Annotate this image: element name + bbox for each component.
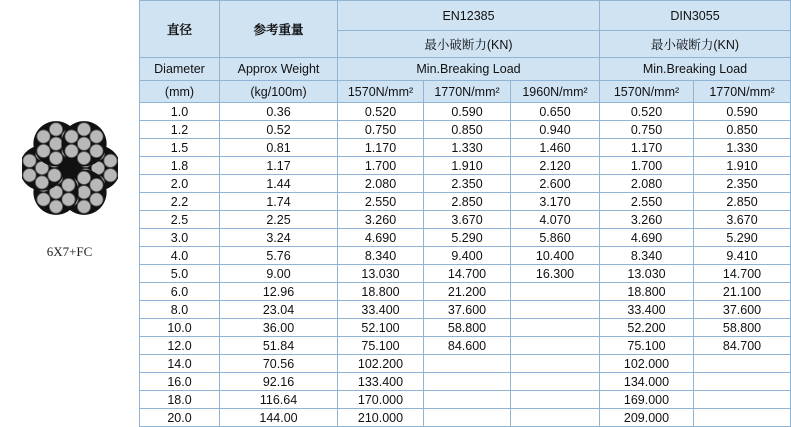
table-row (140, 283, 791, 301)
diameter-cell: 1.8 (140, 157, 220, 175)
en-1570-cell: 170.000 (338, 391, 424, 409)
table-row (140, 157, 791, 175)
din-1570-cell: 169.000 (600, 391, 694, 409)
table-row (140, 373, 791, 391)
en-1960-cell: 5.860 (511, 229, 600, 247)
wire (90, 144, 103, 157)
en-1770-cell: 0.590 (424, 103, 511, 121)
en-1960-cell (511, 355, 600, 373)
weight-cell: 5.76 (220, 247, 338, 265)
en-1770-cell: 2.850 (424, 193, 511, 211)
en-1570-cell: 33.400 (338, 301, 424, 319)
wire (23, 169, 36, 182)
diameter-cell: 3.0 (140, 229, 220, 247)
en-1770-cell (424, 373, 511, 391)
weight-cell: 3.24 (220, 229, 338, 247)
en-1570-cell: 1.700 (338, 157, 424, 175)
table-row (140, 301, 791, 319)
din-1770-cell (694, 391, 791, 409)
en-1570-cell: 102.200 (338, 355, 424, 373)
wire (62, 178, 75, 191)
en-1570-cell: 75.100 (338, 337, 424, 355)
din-1570-cell: 209.000 (600, 409, 694, 427)
weight-cell: 70.56 (220, 355, 338, 373)
diameter-cell: 1.2 (140, 121, 220, 139)
en-1570-cell: 2.080 (338, 175, 424, 193)
diameter-cell: 2.5 (140, 211, 220, 229)
grade-1770-en: 1770N/mm² (424, 81, 511, 103)
din-1770-cell: 9.410 (694, 247, 791, 265)
wire (37, 130, 50, 143)
din-1770-cell: 1.330 (694, 139, 791, 157)
en-1960-cell (511, 391, 600, 409)
en-1570-cell: 4.690 (338, 229, 424, 247)
spec-table-body (140, 103, 791, 427)
wire (49, 152, 62, 165)
rope-cross-section-image (22, 120, 118, 216)
en-1770-cell: 3.670 (424, 211, 511, 229)
wire (77, 171, 90, 184)
weight-cell: 144.00 (220, 409, 338, 427)
din-1570-cell: 3.260 (600, 211, 694, 229)
en-1770-cell: 9.400 (424, 247, 511, 265)
breaking-load-header-1: Min.Breaking Load (338, 58, 600, 81)
en-1960-cell (511, 373, 600, 391)
table-row (140, 193, 791, 211)
wire (104, 169, 117, 182)
en-1570-cell: 13.030 (338, 265, 424, 283)
weight-unit: (kg/100m) (220, 81, 338, 103)
din-1770-cell: 14.700 (694, 265, 791, 283)
table-row (140, 175, 791, 193)
wire (49, 123, 62, 136)
table-row (140, 211, 791, 229)
diameter-cell: 12.0 (140, 337, 220, 355)
din-1570-cell: 18.800 (600, 283, 694, 301)
wire (77, 123, 90, 136)
din-1570-cell: 1.170 (600, 139, 694, 157)
en-1960-cell: 2.600 (511, 175, 600, 193)
diameter-cell: 20.0 (140, 409, 220, 427)
en-1960-cell: 16.300 (511, 265, 600, 283)
en-1770-cell (424, 409, 511, 427)
en-1960-cell (511, 319, 600, 337)
din-1770-cell: 84.700 (694, 337, 791, 355)
en-1960-cell: 10.400 (511, 247, 600, 265)
en-1570-cell: 210.000 (338, 409, 424, 427)
din-1570-cell: 52.200 (600, 319, 694, 337)
din-1570-cell: 2.550 (600, 193, 694, 211)
table-row (140, 409, 791, 427)
en-1570-cell: 0.520 (338, 103, 424, 121)
din-1770-cell (694, 355, 791, 373)
diameter-header-cn: 直径 (140, 1, 220, 58)
wire (104, 154, 117, 167)
table-row (140, 139, 791, 157)
din-1770-cell: 2.350 (694, 175, 791, 193)
diameter-cell: 8.0 (140, 301, 220, 319)
diameter-cell: 1.0 (140, 103, 220, 121)
diameter-cell: 2.0 (140, 175, 220, 193)
diameter-cell: 4.0 (140, 247, 220, 265)
wire (37, 193, 50, 206)
en-1570-cell: 2.550 (338, 193, 424, 211)
din-1770-cell: 5.290 (694, 229, 791, 247)
en-1960-cell: 1.460 (511, 139, 600, 157)
diameter-header-en: Diameter (140, 58, 220, 81)
en-1960-cell (511, 283, 600, 301)
din-1570-cell: 4.690 (600, 229, 694, 247)
grade-1770-din: 1770N/mm² (694, 81, 791, 103)
weight-cell: 116.64 (220, 391, 338, 409)
weight-cell: 0.81 (220, 139, 338, 157)
weight-cell: 1.17 (220, 157, 338, 175)
table-row (140, 337, 791, 355)
diameter-cell: 18.0 (140, 391, 220, 409)
din-1570-cell: 2.080 (600, 175, 694, 193)
weight-cell: 36.00 (220, 319, 338, 337)
diameter-cell: 14.0 (140, 355, 220, 373)
en-1960-cell (511, 409, 600, 427)
wire (49, 137, 62, 150)
wire (48, 169, 61, 182)
standard-en12385-header: EN12385 (338, 1, 600, 31)
en-1570-cell: 3.260 (338, 211, 424, 229)
rope-construction-label: 6X7+FC (46, 244, 93, 259)
en-1770-cell: 1.910 (424, 157, 511, 175)
weight-cell: 1.74 (220, 193, 338, 211)
diameter-cell: 10.0 (140, 319, 220, 337)
din-1570-cell: 8.340 (600, 247, 694, 265)
weight-cell: 1.44 (220, 175, 338, 193)
din-1770-cell: 3.670 (694, 211, 791, 229)
en-1770-cell (424, 355, 511, 373)
din-1770-cell: 21.100 (694, 283, 791, 301)
wire (90, 193, 103, 206)
din-1770-cell: 1.910 (694, 157, 791, 175)
din-1570-cell: 134.000 (600, 373, 694, 391)
din-1570-cell: 1.700 (600, 157, 694, 175)
en-1960-cell (511, 301, 600, 319)
en-1770-cell: 84.600 (424, 337, 511, 355)
wire (37, 144, 50, 157)
weight-header-en: Approx Weight (220, 58, 338, 81)
breaking-force-cn-1: 最小破断力(KN) (338, 31, 600, 58)
en-1770-cell: 21.200 (424, 283, 511, 301)
wire (65, 144, 78, 157)
rope-figure-panel (0, 0, 140, 417)
din-1570-cell: 13.030 (600, 265, 694, 283)
weight-cell: 0.36 (220, 103, 338, 121)
grade-1570-din: 1570N/mm² (600, 81, 694, 103)
table-row (140, 355, 791, 373)
diameter-cell: 2.2 (140, 193, 220, 211)
weight-cell: 0.52 (220, 121, 338, 139)
breaking-force-cn-2: 最小破断力(KN) (600, 31, 791, 58)
en-1960-cell: 0.940 (511, 121, 600, 139)
table-row (140, 319, 791, 337)
din-1770-cell: 0.850 (694, 121, 791, 139)
weight-cell: 9.00 (220, 265, 338, 283)
en-1770-cell: 0.850 (424, 121, 511, 139)
standard-din3055-header: DIN3055 (600, 1, 791, 31)
table-row (140, 247, 791, 265)
diameter-cell: 5.0 (140, 265, 220, 283)
en-1960-cell: 0.650 (511, 103, 600, 121)
en-1960-cell: 2.120 (511, 157, 600, 175)
din-1570-cell: 33.400 (600, 301, 694, 319)
grade-1570-en: 1570N/mm² (338, 81, 424, 103)
weight-cell: 23.04 (220, 301, 338, 319)
en-1770-cell: 37.600 (424, 301, 511, 319)
din-1770-cell: 58.800 (694, 319, 791, 337)
table-row (140, 121, 791, 139)
diameter-cell: 16.0 (140, 373, 220, 391)
weight-cell: 2.25 (220, 211, 338, 229)
en-1570-cell: 18.800 (338, 283, 424, 301)
wire (62, 193, 75, 206)
wire (90, 130, 103, 143)
en-1770-cell: 2.350 (424, 175, 511, 193)
din-1570-cell: 102.000 (600, 355, 694, 373)
din-1770-cell: 0.590 (694, 103, 791, 121)
en-1770-cell: 1.330 (424, 139, 511, 157)
en-1960-cell: 4.070 (511, 211, 600, 229)
en-1960-cell (511, 337, 600, 355)
wire (49, 200, 62, 213)
en-1570-cell: 133.400 (338, 373, 424, 391)
wire (90, 178, 103, 191)
en-1570-cell: 1.170 (338, 139, 424, 157)
en-1770-cell: 14.700 (424, 265, 511, 283)
weight-cell: 12.96 (220, 283, 338, 301)
grade-1960-en: 1960N/mm² (511, 81, 600, 103)
table-row (140, 103, 791, 121)
wire (65, 130, 78, 143)
din-1570-cell: 75.100 (600, 337, 694, 355)
din-1570-cell: 0.750 (600, 121, 694, 139)
diameter-cell: 6.0 (140, 283, 220, 301)
diameter-unit: (mm) (140, 81, 220, 103)
en-1960-cell: 3.170 (511, 193, 600, 211)
din-1770-cell (694, 373, 791, 391)
wire (77, 186, 90, 199)
en-1570-cell: 52.100 (338, 319, 424, 337)
wire (77, 137, 90, 150)
wire (35, 176, 48, 189)
table-row (140, 229, 791, 247)
din-1770-cell: 2.850 (694, 193, 791, 211)
wire (77, 200, 90, 213)
weight-cell: 92.16 (220, 373, 338, 391)
weight-header-cn: 参考重量 (220, 1, 338, 58)
en-1570-cell: 8.340 (338, 247, 424, 265)
wire (23, 154, 36, 167)
en-1770-cell: 5.290 (424, 229, 511, 247)
wire (77, 152, 90, 165)
din-1570-cell: 0.520 (600, 103, 694, 121)
table-row (140, 265, 791, 283)
en-1770-cell (424, 391, 511, 409)
din-1770-cell (694, 409, 791, 427)
diameter-cell: 1.5 (140, 139, 220, 157)
en-1770-cell: 58.800 (424, 319, 511, 337)
spec-table (139, 0, 791, 427)
en-1570-cell: 0.750 (338, 121, 424, 139)
din-1770-cell: 37.600 (694, 301, 791, 319)
table-row (140, 391, 791, 409)
breaking-load-header-2: Min.Breaking Load (600, 58, 791, 81)
weight-cell: 51.84 (220, 337, 338, 355)
